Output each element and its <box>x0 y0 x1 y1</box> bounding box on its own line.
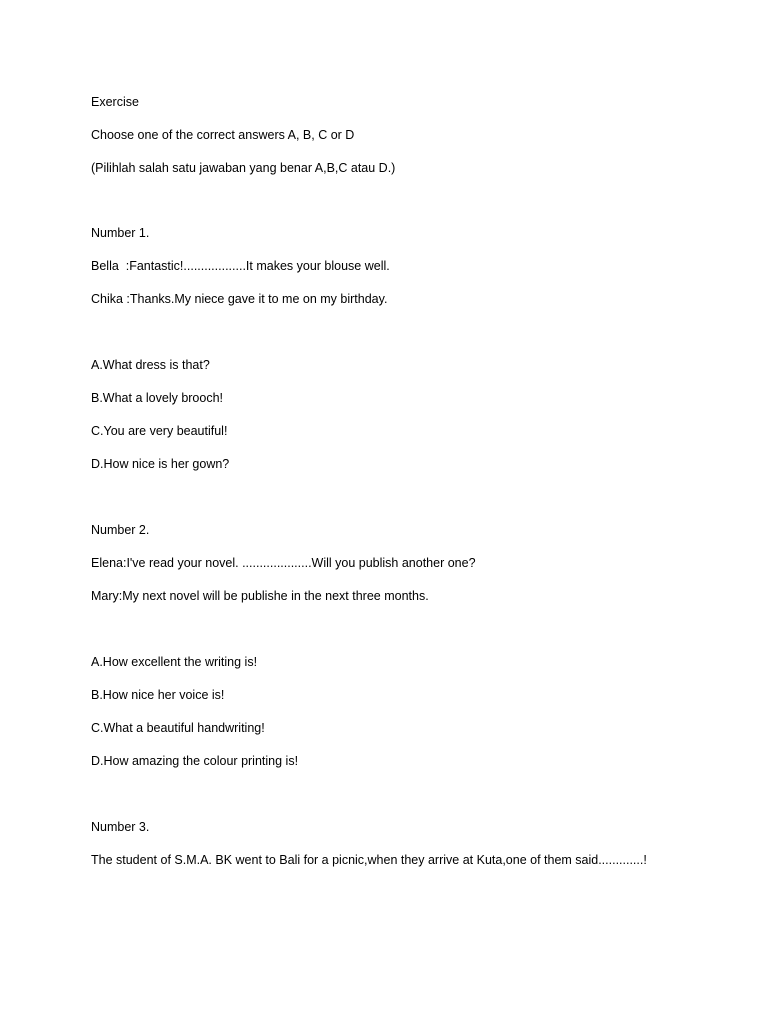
question-2-number: Number 2. <box>91 523 150 537</box>
exercise-title: Exercise <box>91 95 139 109</box>
question-3-number: Number 3. <box>91 820 150 834</box>
question-1-option-c: C.You are very beautiful! <box>91 424 228 438</box>
question-2-option-c: C.What a beautiful handwriting! <box>91 721 265 735</box>
question-2-option-b: B.How nice her voice is! <box>91 688 225 702</box>
instruction-english: Choose one of the correct answers A, B, C or D <box>91 128 355 142</box>
question-1-option-b: B.What a lovely brooch! <box>91 391 224 405</box>
question-1-dialog-line-2: Chika :Thanks.My niece gave it to me on my birthday. <box>91 292 388 306</box>
question-1-dialog-line-1: Bella :Fantastic!..................It makes your blouse well. <box>91 259 390 273</box>
question-2-option-a: A.How excellent the writing is! <box>91 655 258 669</box>
question-2-option-d: D.How amazing the colour printing is! <box>91 754 299 768</box>
question-2-dialog-line-1: Elena:I've read your novel. ....................Will you publish another one? <box>91 556 476 570</box>
question-1-option-d: D.How nice is her gown? <box>91 457 230 471</box>
question-3-prompt: The student of S.M.A. BK went to Bali for a picnic,when they arrive at Kuta,one of them said.............! <box>91 853 647 867</box>
question-1-number: Number 1. <box>91 226 150 240</box>
question-1-option-a: A.What dress is that? <box>91 358 210 372</box>
question-2-dialog-line-2: Mary:My next novel will be publishe in the next three months. <box>91 589 429 603</box>
instruction-indonesian: (Pilihlah salah satu jawaban yang benar A,B,C atau D.) <box>91 161 396 175</box>
